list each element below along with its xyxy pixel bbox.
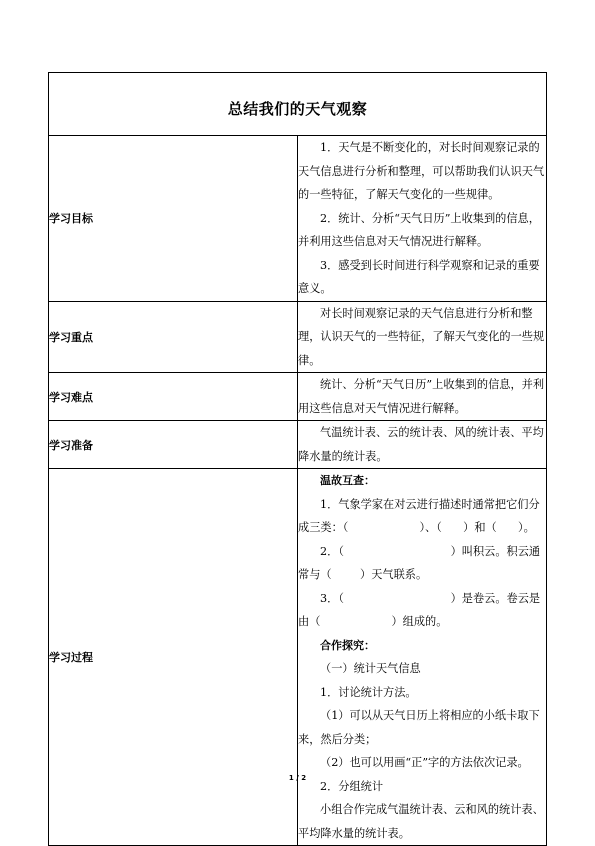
difficulties-text: 统计、分析“天气日历”上收集到的信息，并利用这些信息对天气情况进行解释。 — [298, 378, 545, 415]
key-points-content — [298, 301, 547, 373]
step-2: 2．分组统计 — [320, 779, 384, 793]
difficulties-row — [49, 373, 547, 421]
preparation-row — [49, 421, 547, 469]
preparation-label: 学习准备 — [49, 421, 298, 469]
step-2-text: 小组合作完成气温统计表、云和风的统计表、平均降水量的统计表。 — [298, 803, 544, 840]
key-points-row — [49, 301, 547, 373]
key-points-label: 学习重点 — [49, 301, 298, 373]
cooperation-heading: 合作探究： — [320, 638, 375, 652]
difficulties-label: 学习难点 — [49, 373, 298, 421]
difficulties-content — [298, 373, 547, 421]
preparation-text: 气温统计表、云的统计表、风的统计表、平均降水量的统计表。 — [298, 426, 544, 463]
lesson-plan-table — [48, 72, 547, 846]
review-heading: 温故互查： — [320, 474, 375, 487]
objective-3: 3．感受到长时间进行科学观察和记录的重要意义。 — [298, 258, 540, 295]
review-question-2: 2．（ ）叫积云。积云通常与（ ）天气联系。 — [298, 544, 541, 581]
objective-1: 1．天气是不断变化的，对长时间观察记录的天气信息进行分析和整理，可以帮助我们认识天气的一些特征，了解天气变化的一些规律。 — [298, 141, 545, 201]
process-content — [298, 469, 547, 846]
objectives-label: 学习目标 — [49, 136, 298, 302]
objectives-content — [298, 136, 547, 302]
objective-2: 2．统计、分析“天气日历”上收集到的信息，并利用这些信息对天气情况进行解释。 — [298, 211, 540, 248]
preparation-content — [298, 421, 547, 469]
page-number: 1 / 2 — [288, 774, 307, 782]
step-1b: （2）也可以用画“正”字的方法依次记录。 — [320, 756, 529, 769]
step-1a: （1）可以从天气日历上将相应的小纸卡取下来，然后分类； — [298, 709, 540, 746]
objectives-row — [49, 136, 547, 302]
process-row — [49, 469, 547, 846]
section-1-title: （一）统计天气信息 — [320, 662, 421, 675]
review-question-1: 1．气象学家在对云进行描述时通常把它们分成三类：（ ）、（ ）和（ ）。 — [298, 497, 540, 534]
process-label: 学习过程 — [49, 469, 298, 846]
key-points-text: 对长时间观察记录的天气信息进行分析和整理，认识天气的一些特征，了解天气变化的一些规律。 — [298, 306, 545, 367]
title-row — [49, 73, 547, 136]
review-question-3: 3．（ ）是卷云。卷云是由（ ）组成的。 — [298, 591, 541, 628]
title-cell — [49, 73, 547, 136]
page-title: 总结我们的天气观察 — [227, 99, 368, 118]
step-1: 1．讨论统计方法。 — [320, 685, 417, 699]
